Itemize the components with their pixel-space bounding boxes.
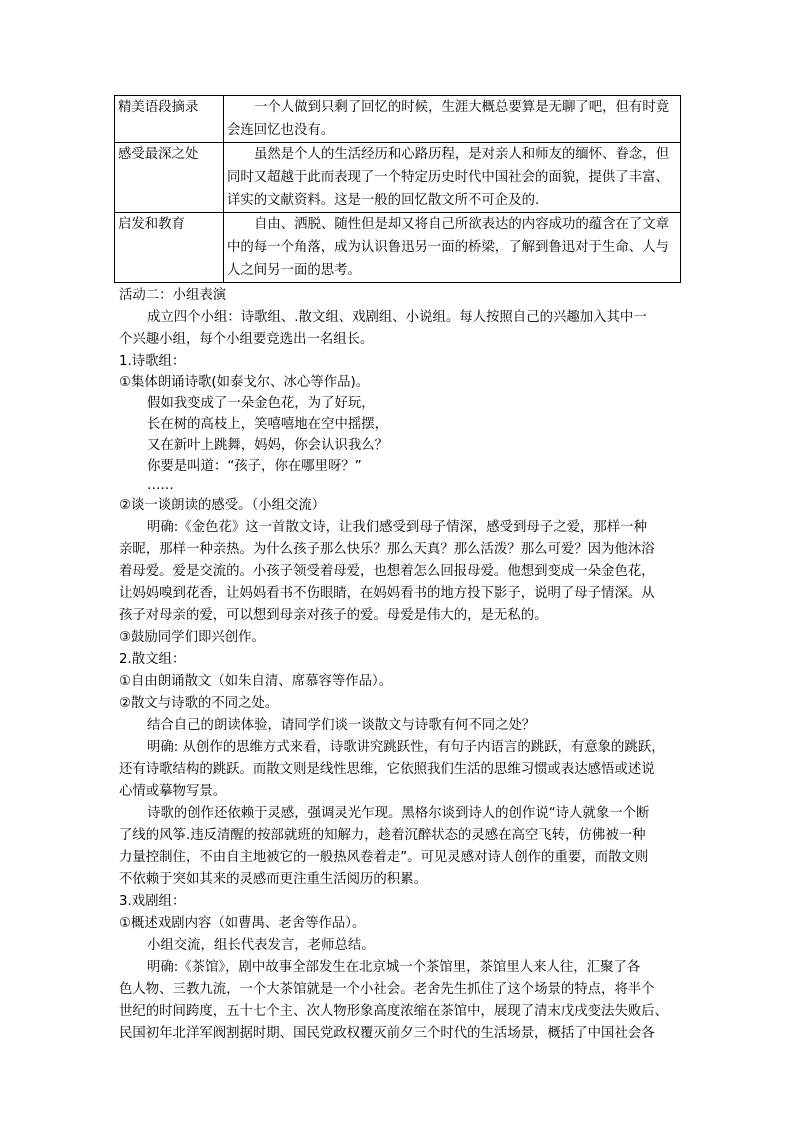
paragraph-line: 不依赖于突如其来的灵感而更注重生活阅历的积累。: [119, 872, 427, 887]
reading-notes-table: [114, 95, 681, 283]
paragraph-line: 色人物、三教九流，一个大茶馆就是一个小社会。老舍先生抓住了这个场景的特点，将半个: [119, 982, 655, 997]
table-row: [115, 143, 681, 213]
row-content: 一个人做到只剩了回忆的时候，生涯大概总要算是无聊了吧，但有时竟会连回忆也没有。: [224, 96, 681, 143]
paragraph-line: 亲昵，那样一种亲热。为什么孩子那么快乐？那么天真？那么活泼？那么可爱？因为他沐浴: [119, 542, 655, 557]
row-label: 启发和教育: [115, 213, 224, 283]
list-item: ①自由朗诵散文（如朱自清、席慕容等作品）。: [119, 674, 393, 689]
paragraph-line: 着母爱。爱是交流的。小孩子领受着母爱，也想着怎么回报母爱。他想到变成一朵金色花，: [119, 564, 655, 579]
paragraph-line: 民国初年北洋军阀割据时期、国民党政权覆灭前夕三个时代的生活场景，概括了中国社会各: [119, 1026, 655, 1041]
paragraph-line: 让妈妈嗅到花香，让妈妈看书不伤眼睛，在妈妈看书的地方投下影子，说明了母子情深。从: [119, 586, 655, 601]
paragraph-line: 明确:《金色花》这一首散文诗，让我们感受到母子情深，感受到母子之爱，那样一种: [147, 520, 647, 535]
section-heading-poetry: 1.诗歌组：: [119, 354, 186, 369]
poem-line: 你要是叫道：“孩子，你在哪里呀？”: [147, 459, 362, 474]
poem-line: 又在新叶上跳舞，妈妈，你会认识我么？: [147, 438, 389, 453]
paragraph-line: 了线的风筝.违反清醒的按部就班的知解力，趁着沉醉状态的灵感在高空飞转，仿佛被一种: [119, 828, 646, 843]
paragraph-line: 小组交流，组长代表发言，老师总结。: [147, 938, 375, 953]
paragraph-line: 诗歌的创作还依赖于灵感，强调灵光乍现。黑格尔谈到诗人的创作说“诗人就象一个断: [147, 806, 650, 821]
activity-title: 活动二：小组表演: [119, 288, 227, 303]
list-item: ①集体朗诵诗歌(如泰戈尔、冰心等作品)。: [119, 375, 370, 390]
poem-ellipsis: ……: [147, 478, 174, 493]
paragraph-line: 明确:《茶馆》，剧中故事全部发生在北京城一个茶馆里，茶馆里人来人往，汇聚了各: [147, 960, 641, 975]
row-content: 虽然是个人的生活经历和心路历程，是对亲人和师友的缅怀、眷念，但同时又超越于此而表现了一个特定历史时代中国社会的面貌，提供了丰富、详实的文献资料。这是一般的回忆散文所不可企及的.: [224, 143, 681, 213]
section-heading-drama: 3.戏剧组：: [119, 894, 186, 909]
row-content: 自由、洒脱、随性但是却又将自己所欲表达的内容成功的蕴含在了文章中的每一个角落，成为认识鲁迅另一面的桥梁，了解到鲁迅对于生命、人与人之间另一面的思考。: [224, 213, 681, 283]
section-heading-prose: 2.散文组：: [119, 652, 186, 667]
poem-line: 长在树的高枝上，笑嘻嘻地在空中摇摆，: [147, 417, 389, 432]
paragraph-line: 孩子对母亲的爱，可以想到母亲对孩子的爱。母爱是伟大的，是无私的。: [119, 608, 548, 623]
row-label: 精美语段摘录: [115, 96, 224, 143]
list-item: ②谈一谈朗读的感受。（小组交流）: [119, 498, 326, 513]
paragraph-line: 心情或摹物写景。: [119, 784, 227, 799]
paragraph-line: 世纪的时间跨度，五十七个主、次人物形象高度浓缩在茶馆中，展现了清末戊戌变法失败后、: [119, 1004, 669, 1019]
list-item: ①概述戏剧内容（如曹禺、老舍等作品）。: [119, 916, 366, 931]
row-label: 感受最深之处: [115, 143, 224, 213]
paragraph-line: 个兴趣小组，每个小组要竞选出一名组长。: [119, 332, 374, 347]
table-row: [115, 96, 681, 143]
list-item: ③鼓励同学们即兴创作。: [119, 630, 265, 645]
poem-line: 假如我变成了一朵金色花，为了好玩，: [147, 396, 375, 411]
list-item: ②散文与诗歌的不同之处。: [119, 696, 279, 711]
table-row: [115, 213, 681, 283]
paragraph-line: 明确: 从创作的思维方式来看，诗歌讲究跳跃性，有句子内语言的跳跃，有意象的跳跃，: [147, 740, 665, 755]
paragraph-line: 力量控制住，不由自主地被它的一般热风卷着走”。可见灵感对诗人创作的重要，而散文则: [119, 850, 649, 865]
paragraph-line: 结合自己的朗读体验，请同学们谈一谈散文与诗歌有何不同之处？: [147, 718, 536, 733]
paragraph-line: 还有诗歌结构的跳跃。而散文则是线性思维，它依照我们生活的思维习惯或表达感悟或述说: [119, 762, 655, 777]
paragraph-line: 成立四个小组：诗歌组、.散文组、戏剧组、小说组。每人按照自己的兴趣加入其中一: [147, 310, 647, 325]
